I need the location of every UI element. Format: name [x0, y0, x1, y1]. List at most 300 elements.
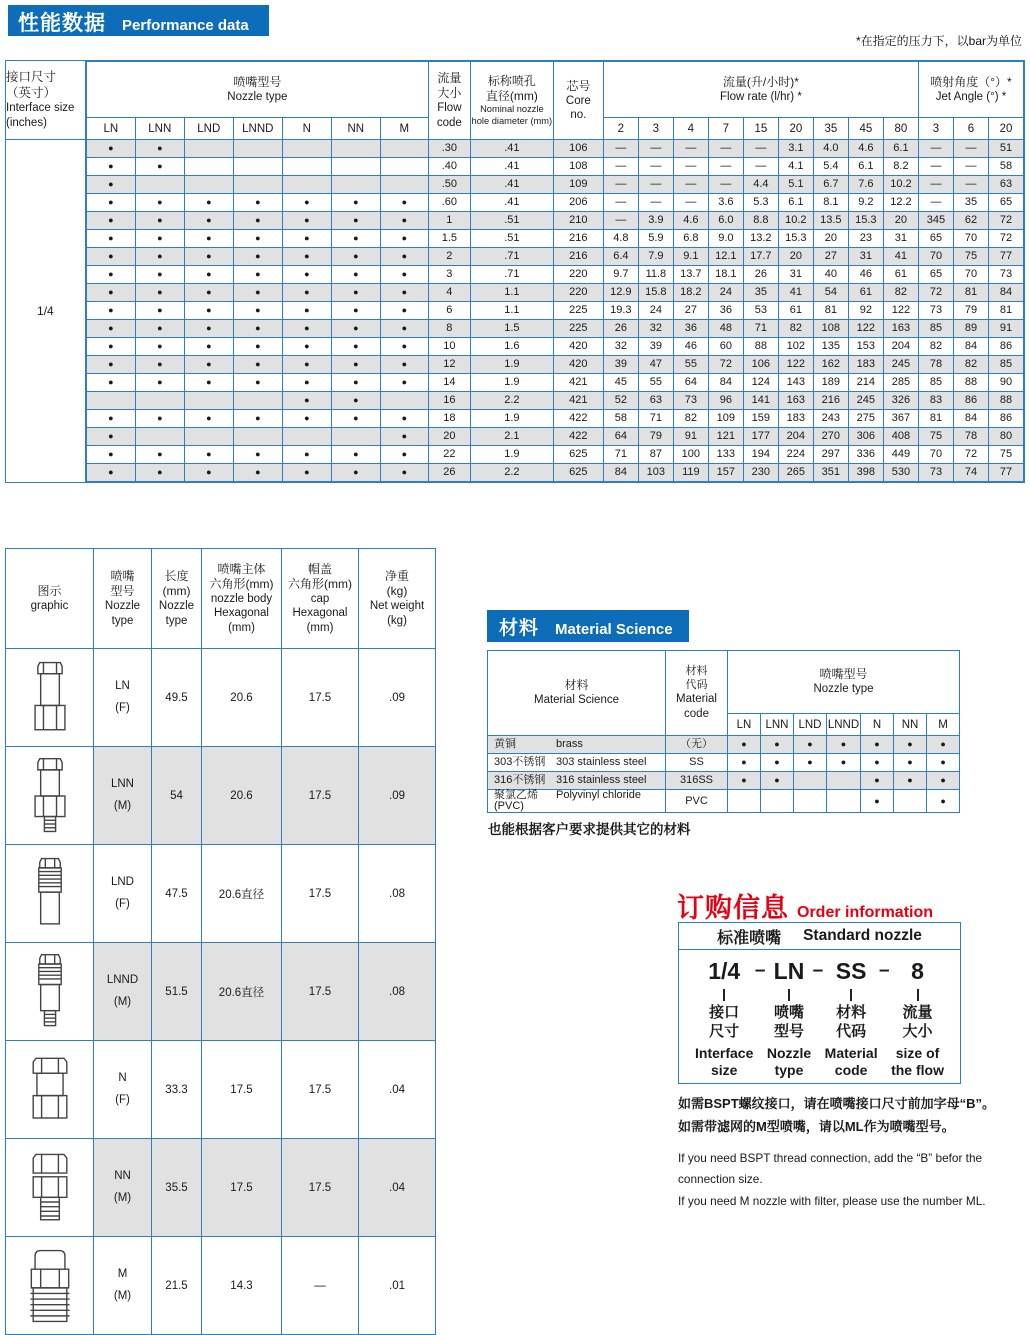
flow-rate-cell: 20 [883, 212, 918, 230]
flow-rate-cell: — [638, 158, 673, 176]
flow-rate-cell: 204 [778, 428, 813, 446]
availability-dot: ● [282, 230, 331, 248]
availability-dot: ● [861, 754, 894, 772]
jet-angle-cell: 72 [988, 230, 1023, 248]
dash-separator: – [754, 960, 766, 981]
material-science-banner [487, 610, 689, 642]
flow-rate-cell: 41 [778, 284, 813, 302]
standard-nozzle-box [678, 922, 961, 1084]
flow-rate-cell: 7.9 [638, 248, 673, 266]
flow-rate-cell: 87 [638, 446, 673, 464]
nozzle-lnd-graphic [22, 852, 78, 936]
availability-dot: ● [233, 302, 282, 320]
flow-rate-cell: 204 [883, 338, 918, 356]
core-no-cell: 220 [553, 266, 603, 284]
availability-dot: ● [761, 754, 794, 772]
flow-rate-cell: 46 [673, 338, 708, 356]
dims-row-lnnd: LNND (M) 51.5 20.6直径 17.5 .08 [6, 943, 436, 1041]
material-name-cell: 黄铜 brass [488, 736, 666, 754]
pressure-header: 15 [743, 118, 778, 140]
flow-rate-cell: 119 [673, 464, 708, 482]
perf-table-row [86, 392, 1023, 410]
connector-bar [788, 989, 790, 1001]
jet-angle-cell: 35 [953, 194, 988, 212]
col-header-n: N [282, 118, 331, 140]
flow-code-cell: 16 [428, 392, 470, 410]
jet-angle-cell: 65 [918, 230, 953, 248]
flow-rate-cell: 265 [778, 464, 813, 482]
jet-angle-cell: 82 [918, 338, 953, 356]
availability-dot: ● [86, 230, 135, 248]
flow-rate-cell: 32 [603, 338, 638, 356]
flow-code-header: 流量 大小 Flow code [428, 62, 470, 140]
body-hex-header: 喷嘴主体 六角形(mm) nozzle body Hexagonal (mm) [202, 549, 282, 649]
flow-rate-cell: — [708, 140, 743, 158]
availability-dot: ● [331, 374, 380, 392]
material-name-header: 材料 Material Science [488, 651, 666, 736]
nozzle-n-graphic [22, 1048, 78, 1132]
diameter-cell: 1.1 [470, 284, 553, 302]
flow-rate-cell: 162 [813, 356, 848, 374]
availability-dot: ● [135, 464, 184, 482]
jet-angle-cell: — [918, 158, 953, 176]
core-no-cell: 421 [553, 374, 603, 392]
availability-dot: ● [331, 302, 380, 320]
flow-rate-cell: 13.2 [743, 230, 778, 248]
jet-angle-cell: 88 [988, 392, 1023, 410]
flow-rate-cell: 163 [778, 392, 813, 410]
availability-dot [761, 790, 794, 813]
availability-dot: ● [86, 338, 135, 356]
nozzle-nn-graphic [22, 1146, 78, 1230]
flow-rate-cell: 84 [603, 464, 638, 482]
availability-dot: ● [331, 266, 380, 284]
flow-rate-cell: 36 [708, 302, 743, 320]
flow-rate-cell: 270 [813, 428, 848, 446]
availability-dot: ● [184, 266, 233, 284]
flow-rate-cell: 285 [883, 374, 918, 392]
flow-rate-cell: 183 [848, 356, 883, 374]
availability-dot: ● [233, 284, 282, 302]
flow-code-cell: 8 [428, 320, 470, 338]
flow-rate-cell: 9.0 [708, 230, 743, 248]
flow-rate-cell: — [708, 158, 743, 176]
order-part-flow-size: 8 流量 大小 size of the flow [891, 958, 944, 1078]
availability-dot: ● [233, 374, 282, 392]
availability-dot: ● [135, 230, 184, 248]
flow-rate-cell: 194 [743, 446, 778, 464]
availability-dot: ● [86, 266, 135, 284]
diameter-cell: 2.2 [470, 464, 553, 482]
pressure-header: 3 [638, 118, 673, 140]
flow-rate-cell: 91 [673, 428, 708, 446]
order-part-interface-size: 1/4 接口 尺寸 Interface size [695, 958, 754, 1078]
diameter-cell: 2.1 [470, 428, 553, 446]
jet-angle-cell: — [953, 176, 988, 194]
availability-dot: ● [728, 736, 761, 754]
availability-dot: ● [135, 320, 184, 338]
jet-angle-cell: 58 [988, 158, 1023, 176]
availability-dot: ● [282, 284, 331, 302]
body-hex-cell: 20.6 [202, 649, 282, 747]
flow-rate-cell: 19.3 [603, 302, 638, 320]
availability-dot: ● [135, 248, 184, 266]
cap-hex-cell: — [282, 1237, 359, 1335]
order-information-title: 订购信息 Order information [677, 893, 934, 923]
flow-rate-cell: 336 [848, 446, 883, 464]
availability-dot: ● [184, 338, 233, 356]
availability-dot [135, 428, 184, 446]
availability-dot: ● [331, 248, 380, 266]
perf-table-row [86, 374, 1023, 392]
performance-table [5, 60, 1025, 483]
length-cell: 47.5 [152, 845, 202, 943]
jet-angle-cell: 81 [918, 410, 953, 428]
jet-angle-cell: 70 [918, 248, 953, 266]
flow-rate-cell: 18.2 [673, 284, 708, 302]
availability-dot: ● [86, 158, 135, 176]
jet-angle-cell: 345 [918, 212, 953, 230]
col-header-lnn: LNN [135, 118, 184, 140]
flow-rate-cell: 13.7 [673, 266, 708, 284]
flow-rate-cell: 88 [743, 338, 778, 356]
jet-angle-cell: 81 [988, 302, 1023, 320]
jet-angle-cell: — [918, 194, 953, 212]
flow-rate-cell: 61 [848, 284, 883, 302]
flow-rate-cell: — [603, 212, 638, 230]
jet-angle-cell: 79 [953, 302, 988, 320]
flow-rate-cell: 122 [778, 356, 813, 374]
flow-rate-cell: 10.2 [778, 212, 813, 230]
flow-rate-cell: 135 [813, 338, 848, 356]
flow-rate-cell: — [603, 158, 638, 176]
availability-dot: ● [233, 194, 282, 212]
interface-size-header: 接口尺寸 （英寸） Interface size (inches) [6, 61, 85, 140]
availability-dot: ● [380, 230, 428, 248]
perf-table-row [86, 230, 1023, 248]
flow-rate-cell: 61 [778, 302, 813, 320]
availability-dot: ● [827, 754, 861, 772]
flow-rate-cell: 6.1 [778, 194, 813, 212]
nozzle-lnd-graphic-cell [6, 845, 94, 943]
availability-dot [282, 140, 331, 158]
flow-rate-cell: 32 [638, 320, 673, 338]
availability-dot: ● [233, 446, 282, 464]
order-code-parts [679, 950, 960, 1080]
diameter-cell: 1.6 [470, 338, 553, 356]
net-weight-header: 净重 (kg) Net weight (kg) [359, 549, 436, 649]
core-no-cell: 216 [553, 230, 603, 248]
graphic-header: 图示 graphic [6, 549, 94, 649]
availability-dot: ● [331, 320, 380, 338]
availability-dot: ● [380, 428, 428, 446]
interface-size-value: 1/4 [37, 304, 54, 318]
availability-dot: ● [184, 356, 233, 374]
jet-angle-cell: 85 [918, 320, 953, 338]
flow-code-cell: 20 [428, 428, 470, 446]
availability-dot [233, 392, 282, 410]
flow-rate-cell: 4.4 [743, 176, 778, 194]
flow-code-cell: .50 [428, 176, 470, 194]
perf-table-row [86, 158, 1023, 176]
material-note: 也能根据客户要求提供其它的材料 [488, 822, 691, 837]
flow-rate-cell: — [743, 158, 778, 176]
nozzle-lnn-graphic [22, 754, 78, 838]
flow-rate-cell: 224 [778, 446, 813, 464]
order-note-en-2: If you need M nozzle with filter, please use the number ML. [678, 1194, 986, 1209]
material-row [488, 736, 960, 754]
flow-rate-cell: 8.1 [813, 194, 848, 212]
availability-dot: ● [927, 772, 960, 790]
availability-dot: ● [761, 736, 794, 754]
availability-dot: ● [184, 230, 233, 248]
perf-table-row [86, 356, 1023, 374]
availability-dot: ● [233, 248, 282, 266]
performance-data-banner [8, 5, 269, 36]
nozzle-nn-graphic-cell [6, 1139, 94, 1237]
flow-code-cell: 18 [428, 410, 470, 428]
flow-rate-cell: 82 [778, 320, 813, 338]
material-title-cn: 材料 [499, 618, 540, 639]
pressure-header: 80 [883, 118, 918, 140]
pressure-header: 7 [708, 118, 743, 140]
availability-dot [233, 158, 282, 176]
flow-rate-cell: 122 [883, 302, 918, 320]
availability-dot: ● [86, 356, 135, 374]
core-no-cell: 108 [553, 158, 603, 176]
availability-dot: ● [86, 248, 135, 266]
material-code-cell: 316SS [666, 772, 728, 790]
flow-rate-cell: — [638, 176, 673, 194]
body-hex-cell: 20.6 [202, 747, 282, 845]
flow-rate-cell: 17.7 [743, 248, 778, 266]
availability-dot: ● [380, 320, 428, 338]
flow-rate-cell: 39 [603, 356, 638, 374]
flow-rate-cell: — [673, 158, 708, 176]
flow-rate-cell: 58 [603, 410, 638, 428]
flow-rate-cell: 18.1 [708, 266, 743, 284]
cap-hex-cell: 17.5 [282, 649, 359, 747]
length-cell: 33.3 [152, 1041, 202, 1139]
flow-rate-cell: 530 [883, 464, 918, 482]
availability-dot: ● [331, 212, 380, 230]
availability-dot: ● [184, 374, 233, 392]
material-table [487, 650, 960, 813]
availability-dot: ● [135, 410, 184, 428]
availability-dot: ● [331, 338, 380, 356]
col-header-lnd: LND [794, 714, 827, 736]
flow-rate-cell: — [603, 176, 638, 194]
jet-angle-cell: 84 [988, 284, 1023, 302]
flow-rate-cell: 23 [848, 230, 883, 248]
flow-rate-cell: 143 [778, 374, 813, 392]
flow-rate-cell: 157 [708, 464, 743, 482]
dash-separator: – [812, 960, 824, 981]
weight-cell: .01 [359, 1237, 436, 1335]
flow-rate-cell: 82 [883, 284, 918, 302]
cap-hex-cell: 17.5 [282, 1139, 359, 1237]
col-header-nn: NN [894, 714, 927, 736]
core-no-cell: 225 [553, 320, 603, 338]
jet-angle-cell: 91 [988, 320, 1023, 338]
availability-dot: ● [184, 212, 233, 230]
jet-angle-cell: 77 [988, 248, 1023, 266]
flow-rate-cell: 92 [848, 302, 883, 320]
availability-dot [233, 428, 282, 446]
flow-rate-cell: 9.7 [603, 266, 638, 284]
availability-dot: ● [86, 374, 135, 392]
nominal-diameter-header: 标称喷孔 直径(mm) Nominal nozzle hole diameter (mm) [470, 62, 553, 140]
weight-cell: .04 [359, 1041, 436, 1139]
weight-cell: .04 [359, 1139, 436, 1237]
availability-dot: ● [282, 266, 331, 284]
jet-angle-cell: 84 [953, 338, 988, 356]
availability-dot: ● [282, 194, 331, 212]
jet-angle-group-header: 喷射角度（°）* Jet Angle (°) * [918, 62, 1023, 118]
flow-code-cell: .40 [428, 158, 470, 176]
banner-title-cn: 性能数据 [18, 12, 106, 35]
material-code-cell: PVC [666, 790, 728, 813]
flow-rate-cell: 351 [813, 464, 848, 482]
availability-dot: ● [233, 320, 282, 338]
weight-cell: .08 [359, 845, 436, 943]
flow-rate-cell: 367 [883, 410, 918, 428]
flow-rate-cell: — [603, 194, 638, 212]
flow-code-cell: 10 [428, 338, 470, 356]
flow-rate-cell: 398 [848, 464, 883, 482]
material-code-cell: （无） [666, 736, 728, 754]
core-no-cell: 225 [553, 302, 603, 320]
diameter-cell: .41 [470, 140, 553, 158]
jet-angle-cell: 86 [988, 338, 1023, 356]
flow-rate-cell: 124 [743, 374, 778, 392]
order-note-cn-2: 如需带滤网的M型喷嘴，请以ML作为喷嘴型号。 [678, 1118, 955, 1134]
diameter-cell: .51 [470, 212, 553, 230]
flow-rate-cell: 275 [848, 410, 883, 428]
flow-rate-cell: 4.6 [848, 140, 883, 158]
availability-dot: ● [331, 284, 380, 302]
nozzle-ln-graphic-cell [6, 649, 94, 747]
jet-angle-cell: 85 [988, 356, 1023, 374]
flow-rate-cell: 245 [883, 356, 918, 374]
flow-rate-cell: 408 [883, 428, 918, 446]
flow-rate-cell: 71 [603, 446, 638, 464]
perf-table-row [86, 302, 1023, 320]
dims-row-ln: LN (F) 49.5 20.6 17.5 .09 [6, 649, 436, 747]
flow-rate-cell: 12.9 [603, 284, 638, 302]
flow-code-cell: 12 [428, 356, 470, 374]
flow-rate-cell: 31 [883, 230, 918, 248]
flow-rate-cell: 4.6 [673, 212, 708, 230]
availability-dot: ● [233, 212, 282, 230]
diameter-cell: 1.5 [470, 320, 553, 338]
cap-hex-header: 帽盖 六角形(mm) cap Hexagonal (mm) [282, 549, 359, 649]
flow-rate-cell: 163 [883, 320, 918, 338]
flow-rate-cell: 13.5 [813, 212, 848, 230]
material-code-header: 材料 代码 Material code [666, 651, 728, 736]
availability-dot [380, 176, 428, 194]
jet-angle-cell: 75 [918, 428, 953, 446]
perf-table-row [86, 176, 1023, 194]
body-hex-cell: 17.5 [202, 1139, 282, 1237]
cap-hex-cell: 17.5 [282, 845, 359, 943]
availability-dot: ● [86, 428, 135, 446]
flow-rate-cell: 109 [708, 410, 743, 428]
pressure-header: 2 [603, 118, 638, 140]
jet-angle-cell: 73 [918, 464, 953, 482]
flow-rate-cell: — [603, 140, 638, 158]
flow-rate-cell: 159 [743, 410, 778, 428]
core-no-cell: 206 [553, 194, 603, 212]
availability-dot: ● [728, 754, 761, 772]
perf-table-row [86, 140, 1023, 158]
flow-rate-cell: — [638, 194, 673, 212]
flow-rate-cell: 55 [638, 374, 673, 392]
flow-code-cell: 4 [428, 284, 470, 302]
material-row [488, 772, 960, 790]
flow-rate-cell: 12.2 [883, 194, 918, 212]
flow-code-cell: 26 [428, 464, 470, 482]
diameter-cell: 2.2 [470, 392, 553, 410]
flow-rate-cell: 326 [883, 392, 918, 410]
availability-dot: ● [282, 410, 331, 428]
perf-table-row [86, 194, 1023, 212]
jet-angle-cell: — [953, 140, 988, 158]
flow-rate-cell: 177 [743, 428, 778, 446]
body-hex-cell: 20.6直径 [202, 845, 282, 943]
availability-dot [135, 392, 184, 410]
flow-rate-cell: 108 [813, 320, 848, 338]
col-header-nn: NN [331, 118, 380, 140]
flow-rate-cell: 81 [813, 302, 848, 320]
length-cell: 21.5 [152, 1237, 202, 1335]
availability-dot: ● [135, 374, 184, 392]
material-title-en: Material Science [555, 621, 673, 638]
availability-dot [184, 176, 233, 194]
flow-rate-cell: 9.1 [673, 248, 708, 266]
flow-code-cell: 6 [428, 302, 470, 320]
jet-angle-cell: 73 [988, 266, 1023, 284]
availability-dot: ● [184, 410, 233, 428]
flow-rate-cell: 8.2 [883, 158, 918, 176]
availability-dot: ● [86, 176, 135, 194]
flow-rate-cell: 306 [848, 428, 883, 446]
flow-rate-cell: 8.8 [743, 212, 778, 230]
core-no-cell: 109 [553, 176, 603, 194]
flow-rate-cell: 245 [848, 392, 883, 410]
flow-rate-cell: 20 [813, 230, 848, 248]
availability-dot [282, 176, 331, 194]
flow-rate-cell: 3.9 [638, 212, 673, 230]
pressure-header: 35 [813, 118, 848, 140]
jet-angle-cell: 70 [953, 230, 988, 248]
availability-dot [331, 140, 380, 158]
flow-rate-cell: 11.8 [638, 266, 673, 284]
flow-rate-cell: 47 [638, 356, 673, 374]
availability-dot: ● [233, 464, 282, 482]
core-no-cell: 216 [553, 248, 603, 266]
jet-angle-cell: 72 [918, 284, 953, 302]
flow-rate-cell: 26 [743, 266, 778, 284]
availability-dot: ● [282, 302, 331, 320]
availability-dot: ● [135, 266, 184, 284]
availability-dot [380, 392, 428, 410]
availability-dot [331, 176, 380, 194]
flow-rate-cell: 10.2 [883, 176, 918, 194]
availability-dot: ● [135, 446, 184, 464]
flow-rate-cell: 4.1 [778, 158, 813, 176]
availability-dot: ● [380, 266, 428, 284]
